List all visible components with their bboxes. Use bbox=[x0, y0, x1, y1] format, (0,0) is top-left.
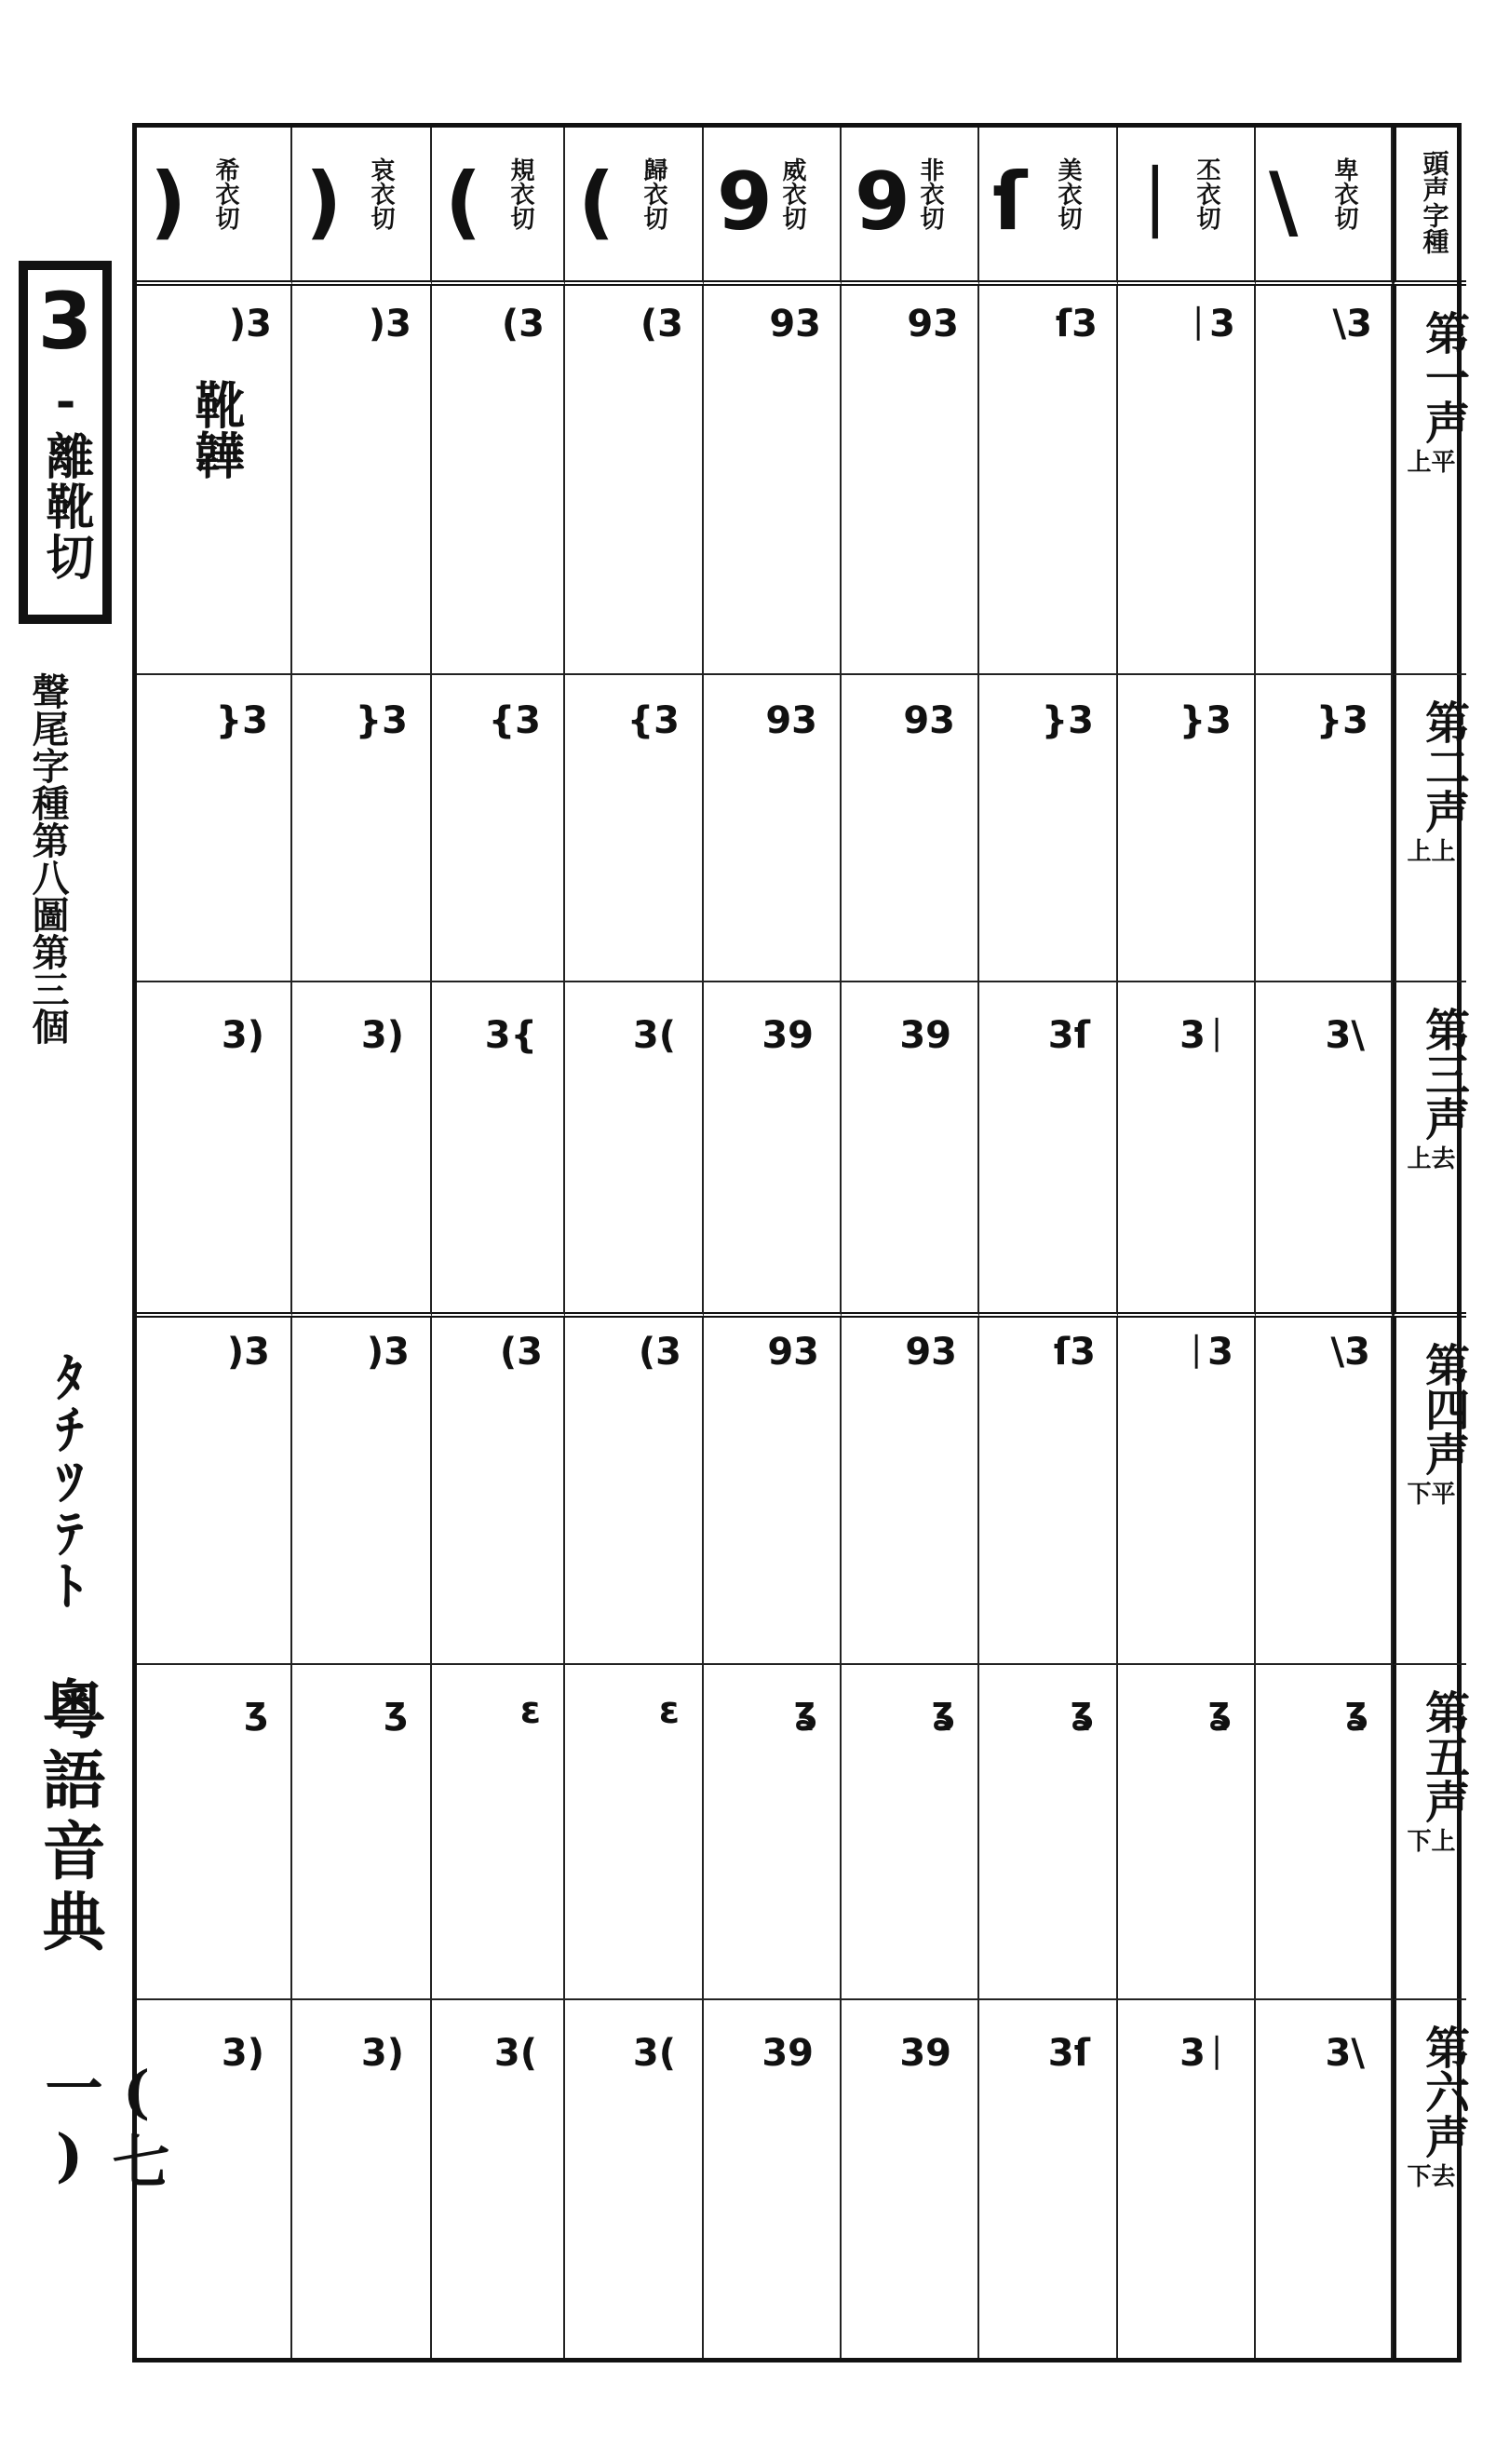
syllable: (3 bbox=[499, 1331, 543, 1374]
header-label-cell bbox=[1393, 128, 1466, 286]
initial-reading: 非衣切 bbox=[916, 157, 944, 230]
tone-category: 下去 bbox=[1407, 2163, 1456, 2191]
syllable-cell bbox=[704, 675, 842, 982]
syllable-cell bbox=[1256, 675, 1393, 982]
syllable: ſ3 bbox=[1053, 1331, 1096, 1374]
syllable: 3{ bbox=[484, 1014, 537, 1057]
syllable-cell bbox=[1118, 982, 1256, 1318]
syllable: 3( bbox=[493, 2032, 537, 2075]
tone-label bbox=[1406, 2024, 1470, 2191]
syllable: 3) bbox=[221, 1014, 264, 1057]
script-sample: ﾀﾁﾂﾃﾄ bbox=[35, 1350, 96, 1611]
syllable: }3 bbox=[1041, 699, 1094, 742]
syllable: 93 bbox=[769, 303, 821, 345]
syllable: 93 bbox=[903, 699, 955, 742]
syllable-table bbox=[132, 123, 1470, 2362]
syllable: 39 bbox=[899, 2032, 951, 2075]
tone-label-cell bbox=[1393, 2000, 1470, 2358]
example-characters: 靴韡 bbox=[187, 379, 247, 480]
tone-label bbox=[1406, 1007, 1470, 1173]
syllable: ʓ bbox=[1344, 1689, 1368, 1732]
tone-label-cell bbox=[1393, 982, 1470, 1318]
section-number: 3 bbox=[37, 276, 93, 367]
initial-header bbox=[292, 128, 432, 286]
syllable: }3 bbox=[1179, 699, 1232, 742]
syllable: 3\ bbox=[1325, 1014, 1365, 1057]
syllable: ɛ bbox=[519, 1689, 541, 1732]
initial-reading: 規衣切 bbox=[506, 157, 534, 230]
section-title-box bbox=[19, 261, 112, 624]
syllable: ʒ bbox=[384, 1689, 408, 1732]
initial-reading: 卑衣切 bbox=[1330, 157, 1358, 230]
initial-glyph: 9 bbox=[855, 156, 910, 249]
syllable: 39 bbox=[761, 1014, 814, 1057]
syllable-cell bbox=[1118, 1665, 1256, 2000]
syllable-cell bbox=[1118, 286, 1256, 675]
syllable: (3 bbox=[501, 303, 545, 345]
syllable-cell bbox=[432, 2000, 565, 2358]
syllable: 3) bbox=[360, 1014, 404, 1057]
syllable-cell bbox=[704, 1665, 842, 2000]
initial-reading: 哀衣切 bbox=[367, 157, 395, 230]
syllable-cell bbox=[1256, 2000, 1393, 2358]
syllable-cell bbox=[137, 675, 292, 982]
syllable-cell bbox=[842, 675, 979, 982]
syllable-cell bbox=[979, 286, 1118, 675]
initial-reading: 丕衣切 bbox=[1193, 157, 1220, 230]
tone-ordinal: 第五声 bbox=[1417, 1689, 1470, 1823]
syllable: ʓ bbox=[1070, 1689, 1094, 1732]
syllable: 3ſ bbox=[1047, 2032, 1090, 2075]
tone-category: 上去 bbox=[1407, 1145, 1456, 1173]
tone-ordinal: 第四声 bbox=[1417, 1342, 1470, 1476]
syllable: ʓ bbox=[1207, 1689, 1232, 1732]
syllable-cell bbox=[1118, 2000, 1256, 2358]
syllable: 3ᛁ bbox=[1179, 1014, 1228, 1057]
header-label: 頭声字種 bbox=[1419, 150, 1450, 254]
syllable-cell bbox=[704, 2000, 842, 2358]
initial-glyph: \ bbox=[1269, 156, 1299, 249]
syllable: )3 bbox=[226, 1331, 270, 1374]
syllable-cell bbox=[137, 982, 292, 1318]
syllable: {3 bbox=[627, 699, 680, 742]
syllable-cell bbox=[432, 1318, 565, 1665]
syllable-cell bbox=[1256, 982, 1393, 1318]
initial-header bbox=[565, 128, 704, 286]
syllable-cell bbox=[1118, 675, 1256, 982]
syllable: )3 bbox=[228, 303, 272, 345]
initial-glyph: ſ bbox=[992, 156, 1028, 249]
syllable-cell bbox=[292, 1318, 432, 1665]
syllable: \3 bbox=[1330, 1331, 1370, 1374]
tone-ordinal: 第三声 bbox=[1417, 1007, 1470, 1141]
syllable-cell bbox=[704, 982, 842, 1318]
left-margin bbox=[0, 0, 170, 2464]
tone-ordinal: 第二声 bbox=[1417, 699, 1470, 833]
syllable-cell bbox=[979, 1318, 1118, 1665]
initial-reading: 威衣切 bbox=[778, 157, 806, 230]
syllable-cell bbox=[292, 982, 432, 1318]
syllable: 3) bbox=[360, 2032, 404, 2075]
syllable: {3 bbox=[488, 699, 541, 742]
syllable-cell bbox=[565, 2000, 704, 2358]
syllable-cell bbox=[979, 982, 1118, 1318]
syllable-cell bbox=[137, 286, 292, 675]
tone-ordinal: 第六声 bbox=[1417, 2024, 1470, 2159]
syllable-cell bbox=[842, 286, 979, 675]
initial-glyph: ) bbox=[150, 156, 187, 249]
syllable: 93 bbox=[767, 1331, 819, 1374]
tone-label-cell bbox=[1393, 286, 1470, 675]
syllable-cell bbox=[842, 2000, 979, 2358]
initial-header bbox=[1118, 128, 1256, 286]
syllable-cell bbox=[137, 2000, 292, 2358]
initial-header bbox=[1256, 128, 1393, 286]
syllable-cell bbox=[432, 286, 565, 675]
syllable: (3 bbox=[638, 1331, 681, 1374]
initial-reading: 希衣切 bbox=[211, 157, 239, 230]
syllable: ʒ bbox=[244, 1689, 268, 1732]
syllable-cell bbox=[979, 675, 1118, 982]
syllable-cell bbox=[432, 982, 565, 1318]
syllable-cell bbox=[704, 1318, 842, 1665]
syllable-cell bbox=[565, 286, 704, 675]
syllable: 3( bbox=[632, 2032, 676, 2075]
syllable: 3ᛁ bbox=[1179, 2032, 1228, 2075]
syllable: ɛ bbox=[658, 1689, 680, 1732]
chart-subtitle: 聲尾字種第八圖第三個 bbox=[26, 672, 70, 1045]
initial-header bbox=[432, 128, 565, 286]
tone-label bbox=[1406, 310, 1470, 477]
syllable-cell bbox=[1256, 286, 1393, 675]
syllable-cell bbox=[1256, 1318, 1393, 1665]
tone-label-cell bbox=[1393, 1665, 1470, 2000]
section-name: -離靴切 bbox=[37, 372, 94, 582]
syllable: ᛁ3 bbox=[1185, 1331, 1233, 1374]
syllable: 3ſ bbox=[1047, 1014, 1090, 1057]
syllable: }3 bbox=[355, 699, 408, 742]
initial-glyph: ( bbox=[578, 156, 615, 249]
tone-category: 上上 bbox=[1407, 838, 1456, 866]
initial-glyph: ( bbox=[445, 156, 482, 249]
tone-label bbox=[1406, 1689, 1470, 1856]
syllable-cell bbox=[137, 1665, 292, 2000]
syllable: 3( bbox=[632, 1014, 676, 1057]
book-title: 粵語音典 bbox=[32, 1676, 106, 1959]
syllable-cell bbox=[565, 1665, 704, 2000]
syllable: ʓ bbox=[793, 1689, 817, 1732]
syllable-cell bbox=[292, 286, 432, 675]
syllable: \3 bbox=[1332, 303, 1372, 345]
initial-header bbox=[842, 128, 979, 286]
syllable-cell bbox=[292, 675, 432, 982]
initial-header bbox=[137, 128, 292, 286]
syllable-cell bbox=[137, 1318, 292, 1665]
syllable: 93 bbox=[905, 1331, 957, 1374]
syllable-cell bbox=[704, 286, 842, 675]
syllable: 39 bbox=[761, 2032, 814, 2075]
syllable-cell bbox=[842, 1318, 979, 1665]
initial-reading: 美衣切 bbox=[1054, 157, 1082, 230]
syllable: 3\ bbox=[1325, 2032, 1365, 2075]
syllable-cell bbox=[842, 1665, 979, 2000]
syllable: )3 bbox=[368, 303, 411, 345]
syllable-cell bbox=[1118, 1318, 1256, 1665]
syllable: }3 bbox=[1315, 699, 1368, 742]
syllable: ſ3 bbox=[1055, 303, 1098, 345]
syllable-cell bbox=[432, 675, 565, 982]
syllable-cell bbox=[565, 1318, 704, 1665]
tone-category: 下平 bbox=[1407, 1481, 1456, 1509]
syllable-cell bbox=[292, 2000, 432, 2358]
tone-label-cell bbox=[1393, 675, 1470, 982]
syllable-cell bbox=[979, 1665, 1118, 2000]
syllable-cell bbox=[842, 982, 979, 1318]
syllable-cell bbox=[565, 982, 704, 1318]
syllable-cell bbox=[979, 2000, 1118, 2358]
tone-ordinal: 第一声 bbox=[1417, 310, 1470, 444]
syllable-cell bbox=[292, 1665, 432, 2000]
syllable: 39 bbox=[899, 1014, 951, 1057]
initial-glyph: 9 bbox=[717, 156, 773, 249]
tone-label bbox=[1406, 1342, 1470, 1509]
syllable: ʓ bbox=[931, 1689, 955, 1732]
tone-label bbox=[1406, 699, 1470, 866]
initial-header bbox=[979, 128, 1118, 286]
syllable-cell bbox=[565, 675, 704, 982]
initial-glyph: ) bbox=[305, 156, 343, 249]
syllable: (3 bbox=[640, 303, 683, 345]
syllable: ᛁ3 bbox=[1187, 303, 1235, 345]
syllable: }3 bbox=[215, 699, 268, 742]
initial-glyph: ᛁ bbox=[1131, 156, 1179, 249]
syllable: 93 bbox=[907, 303, 959, 345]
initial-reading: 歸衣切 bbox=[640, 157, 667, 230]
tone-category: 上平 bbox=[1407, 449, 1456, 477]
page-number: (七一) bbox=[35, 2058, 170, 2195]
syllable: 3) bbox=[221, 2032, 264, 2075]
syllable: )3 bbox=[366, 1331, 410, 1374]
initial-header bbox=[704, 128, 842, 286]
tone-label-cell bbox=[1393, 1318, 1470, 1665]
syllable-cell bbox=[432, 1665, 565, 2000]
tone-category: 下上 bbox=[1407, 1828, 1456, 1856]
syllable-cell bbox=[1256, 1665, 1393, 2000]
syllable: 93 bbox=[765, 699, 817, 742]
